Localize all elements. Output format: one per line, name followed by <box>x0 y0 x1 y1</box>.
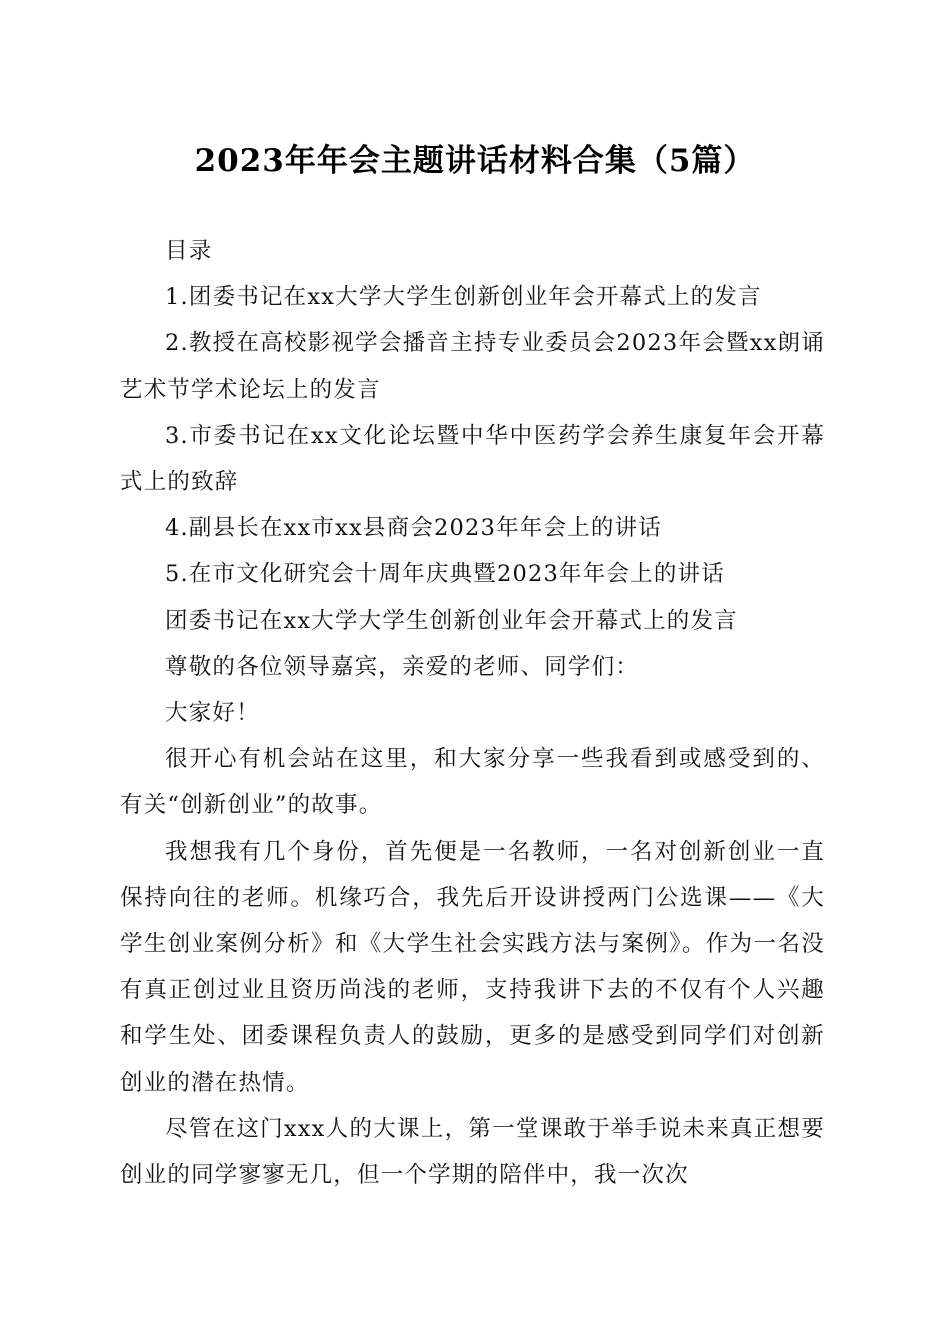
toc-item-5: 5.在市文化研究会十周年庆典暨2023年年会上的讲话 <box>165 561 725 588</box>
toc-item-3: 3.市委书记在xx文化论坛暨中华中医药学会养生康复年会开幕式上的致辞 <box>120 422 825 496</box>
toc-item-2: 2.教授在高校影视学会播音主持专业委员会2023年会暨xx朗诵艺术节学术论坛上的发言 <box>120 330 825 403</box>
greeting: 大家好！ <box>165 700 260 727</box>
toc-item-1: 1.团委书记在xx大学大学生创新创业年会开幕式上的发言 <box>165 284 762 311</box>
section-heading: 团委书记在xx大学大学生创新创业年会开幕式上的发言 <box>165 607 738 634</box>
document-title: 2023年年会主题讲话材料合集（5篇） <box>194 143 756 179</box>
body-paragraph: 很开心有机会站在这里，和大家分享一些我看到或感受到的、有关“创新创业”的故事。 <box>120 746 825 819</box>
toc-item-4: 4.副县长在xx市xx县商会2023年年会上的讲话 <box>165 515 662 542</box>
body-paragraph: 尽管在这门xxx人的大课上，第一堂课敢于举手说未来真正想要创业的同学寥寥无几，但一个学期的陪伴中，我一次次 <box>120 1115 825 1189</box>
toc-heading: 目录 <box>165 238 213 264</box>
document-body <box>120 228 825 1198</box>
body-paragraph: 我想我有几个身份，首先便是一名教师，一名对创新创业一直保持向往的老师。机缘巧合，我先后开设讲授两门公选课——《大学生创业案例分析》和《大学生社会实践方法与案例》。作为一名没有真正创过业且资历尚浅的老师，支持我讲下去的不仅有个人兴趣和学生处、团委课程负责人的鼓励，更多的是感受到同学们对创新创业的潜在热情。 <box>120 838 825 1096</box>
salutation: 尊敬的各位领导嘉宾，亲爱的老师、同学们： <box>165 653 640 680</box>
